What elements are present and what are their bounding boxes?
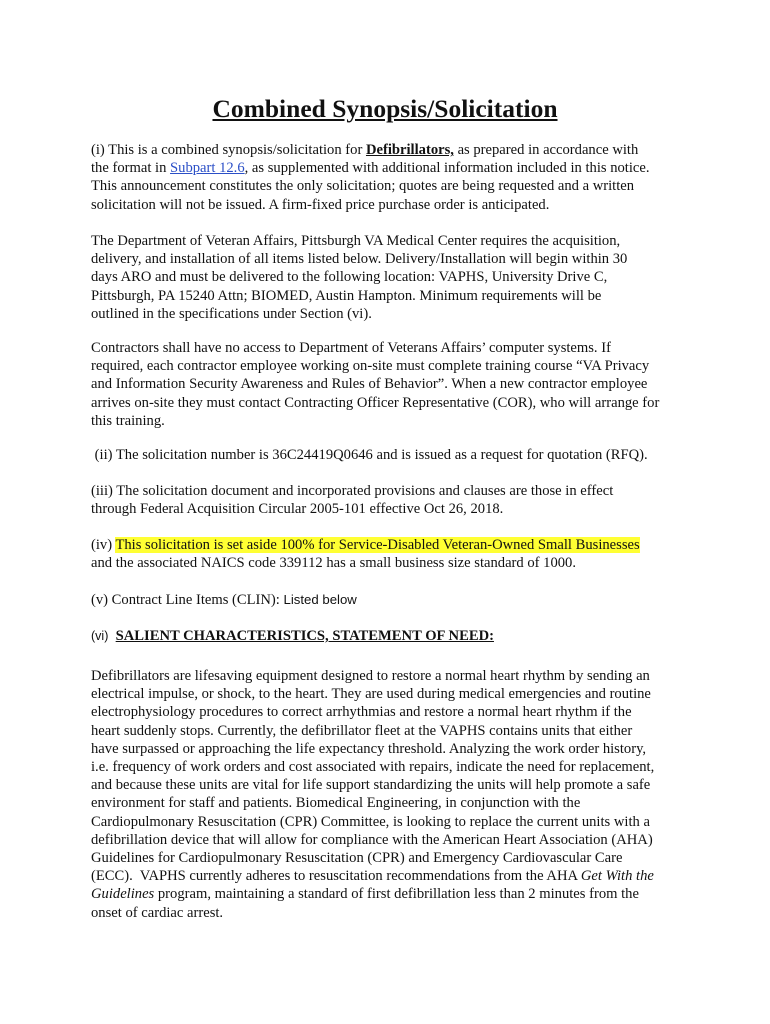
text-line: Cardiopulmonary Resuscitation (CPR) Committee, is looking to replace the current units with a [91, 813, 650, 830]
text-line: Pittsburgh, PA 15240 Attn; BIOMED, Austin Hampton. Minimum requirements will be [91, 287, 602, 304]
provisions-paragraph [91, 482, 691, 518]
text-line: (v) Contract Line Items (CLIN): [91, 592, 284, 608]
intro-text: the format in [91, 160, 171, 177]
clin-value: Listed below [283, 592, 357, 607]
text-line: i.e. frequency of work orders and cost associated with repairs, indicate the need for replacement, [91, 759, 655, 776]
text-line: heart suddenly stops. Currently, the defibrillator fleet at the VAPHS contains units that either [91, 722, 633, 739]
text-line: electrical impulse, or shock, to the heart. They are used during medical emergencies and routine [91, 686, 651, 703]
clin-paragraph [91, 591, 691, 609]
section-prefix: (vi) [91, 629, 109, 643]
highlighted-set-aside: This solicitation is set aside 100% for Service-Disabled Veteran-Owned Small Businesses [115, 537, 640, 553]
intro-text: This announcement constitutes the only solicitation; quotes are being requested and a written [91, 178, 635, 195]
text-line: have surpassed or approaching the life expectancy threshold. Analyzing the work order history, [91, 740, 647, 757]
intro-text: , as supplemented with additional information included in this notice. [244, 160, 650, 177]
section-heading: SALIENT CHARACTERISTICS, STATEMENT OF NEED: [115, 628, 494, 644]
program-name: Get With the [580, 868, 654, 885]
text-line: outlined in the specifications under Section (vi). [91, 305, 372, 322]
text-line: through Federal Acquisition Circular 2005-101 effective Oct 26, 2018. [91, 501, 504, 518]
set-aside-paragraph [91, 536, 691, 572]
text-line: arrives on-site they must contact Contracting Officer Representative (COR), who will arrange for [91, 394, 660, 411]
intro-text: solicitation will not be issued. A firm-fixed price purchase order is anticipated. [91, 196, 550, 213]
text-line: and Information Security Awareness and Rules of Behavior”. When a new contractor employee [91, 376, 648, 393]
text-line: and because these units are vital for life support standardizing the units will help promote a safe [91, 777, 651, 794]
text-line: this training. [91, 412, 165, 429]
text-line: and the associated NAICS code 339112 has a small business size standard of 1000. [91, 555, 577, 572]
text-line: Guidelines for Cardiopulmonary Resuscitation (CPR) and Emergency Cardiovascular Care [91, 850, 623, 867]
solicitation-number-paragraph [91, 446, 691, 464]
text-prefix: (iv) [91, 537, 116, 553]
text-line: electrophysiology procedures to correct arrhythmias and restore a normal heart rhythm if the [91, 704, 632, 721]
salient-heading-paragraph [91, 627, 691, 645]
intro-paragraph [91, 141, 691, 214]
intro-text: as prepared in accordance with [453, 142, 639, 158]
statement-of-need-paragraph [91, 667, 691, 922]
text-line: required, each contractor employee working on-site must complete training course “VA Privacy [91, 358, 650, 375]
text-line: delivery, and installation of all items listed below. Delivery/Installation will begin within 30 [91, 251, 628, 268]
program-name: Guidelines [91, 886, 155, 903]
text-line: defibrillation device that will allow for compliance with the American Heart Association (AHA) [91, 831, 653, 848]
text-line: The Department of Veteran Affairs, Pittsburgh VA Medical Center requires the acquisition, [91, 233, 621, 249]
subpart-link[interactable]: Subpart 12.6 [170, 160, 245, 177]
text-line: (ECC). VAPHS currently adheres to resuscitation recommendations from the AHA [91, 868, 581, 885]
text-line: Defibrillators are lifesaving equipment designed to restore a normal heart rhythm by sending an [91, 668, 650, 684]
document-title: Combined Synopsis/Solicitation [212, 94, 558, 123]
text-line: (ii) The solicitation number is 36C24419Q0646 and is issued as a request for quotation (RFQ). [91, 447, 648, 463]
text-line: days ARO and must be delivered to the following location: VAPHS, University Drive C, [91, 269, 608, 286]
text-line: onset of cardiac arrest. [91, 904, 224, 921]
contractor-access-paragraph [91, 339, 691, 430]
text-line: Contractors shall have no access to Department of Veterans Affairs’ computer systems. If [91, 340, 611, 356]
intro-text: (i) This is a combined synopsis/solicitation for [91, 142, 366, 158]
requirements-paragraph [91, 232, 691, 323]
item-name: Defibrillators, [365, 142, 454, 158]
text-line: program, maintaining a standard of first defibrillation less than 2 minutes from the [154, 886, 639, 903]
text-line: (iii) The solicitation document and incorporated provisions and clauses are those in effect [91, 483, 614, 499]
text-line: environment for staff and patients. Biomedical Engineering, in conjunction with the [91, 795, 581, 812]
